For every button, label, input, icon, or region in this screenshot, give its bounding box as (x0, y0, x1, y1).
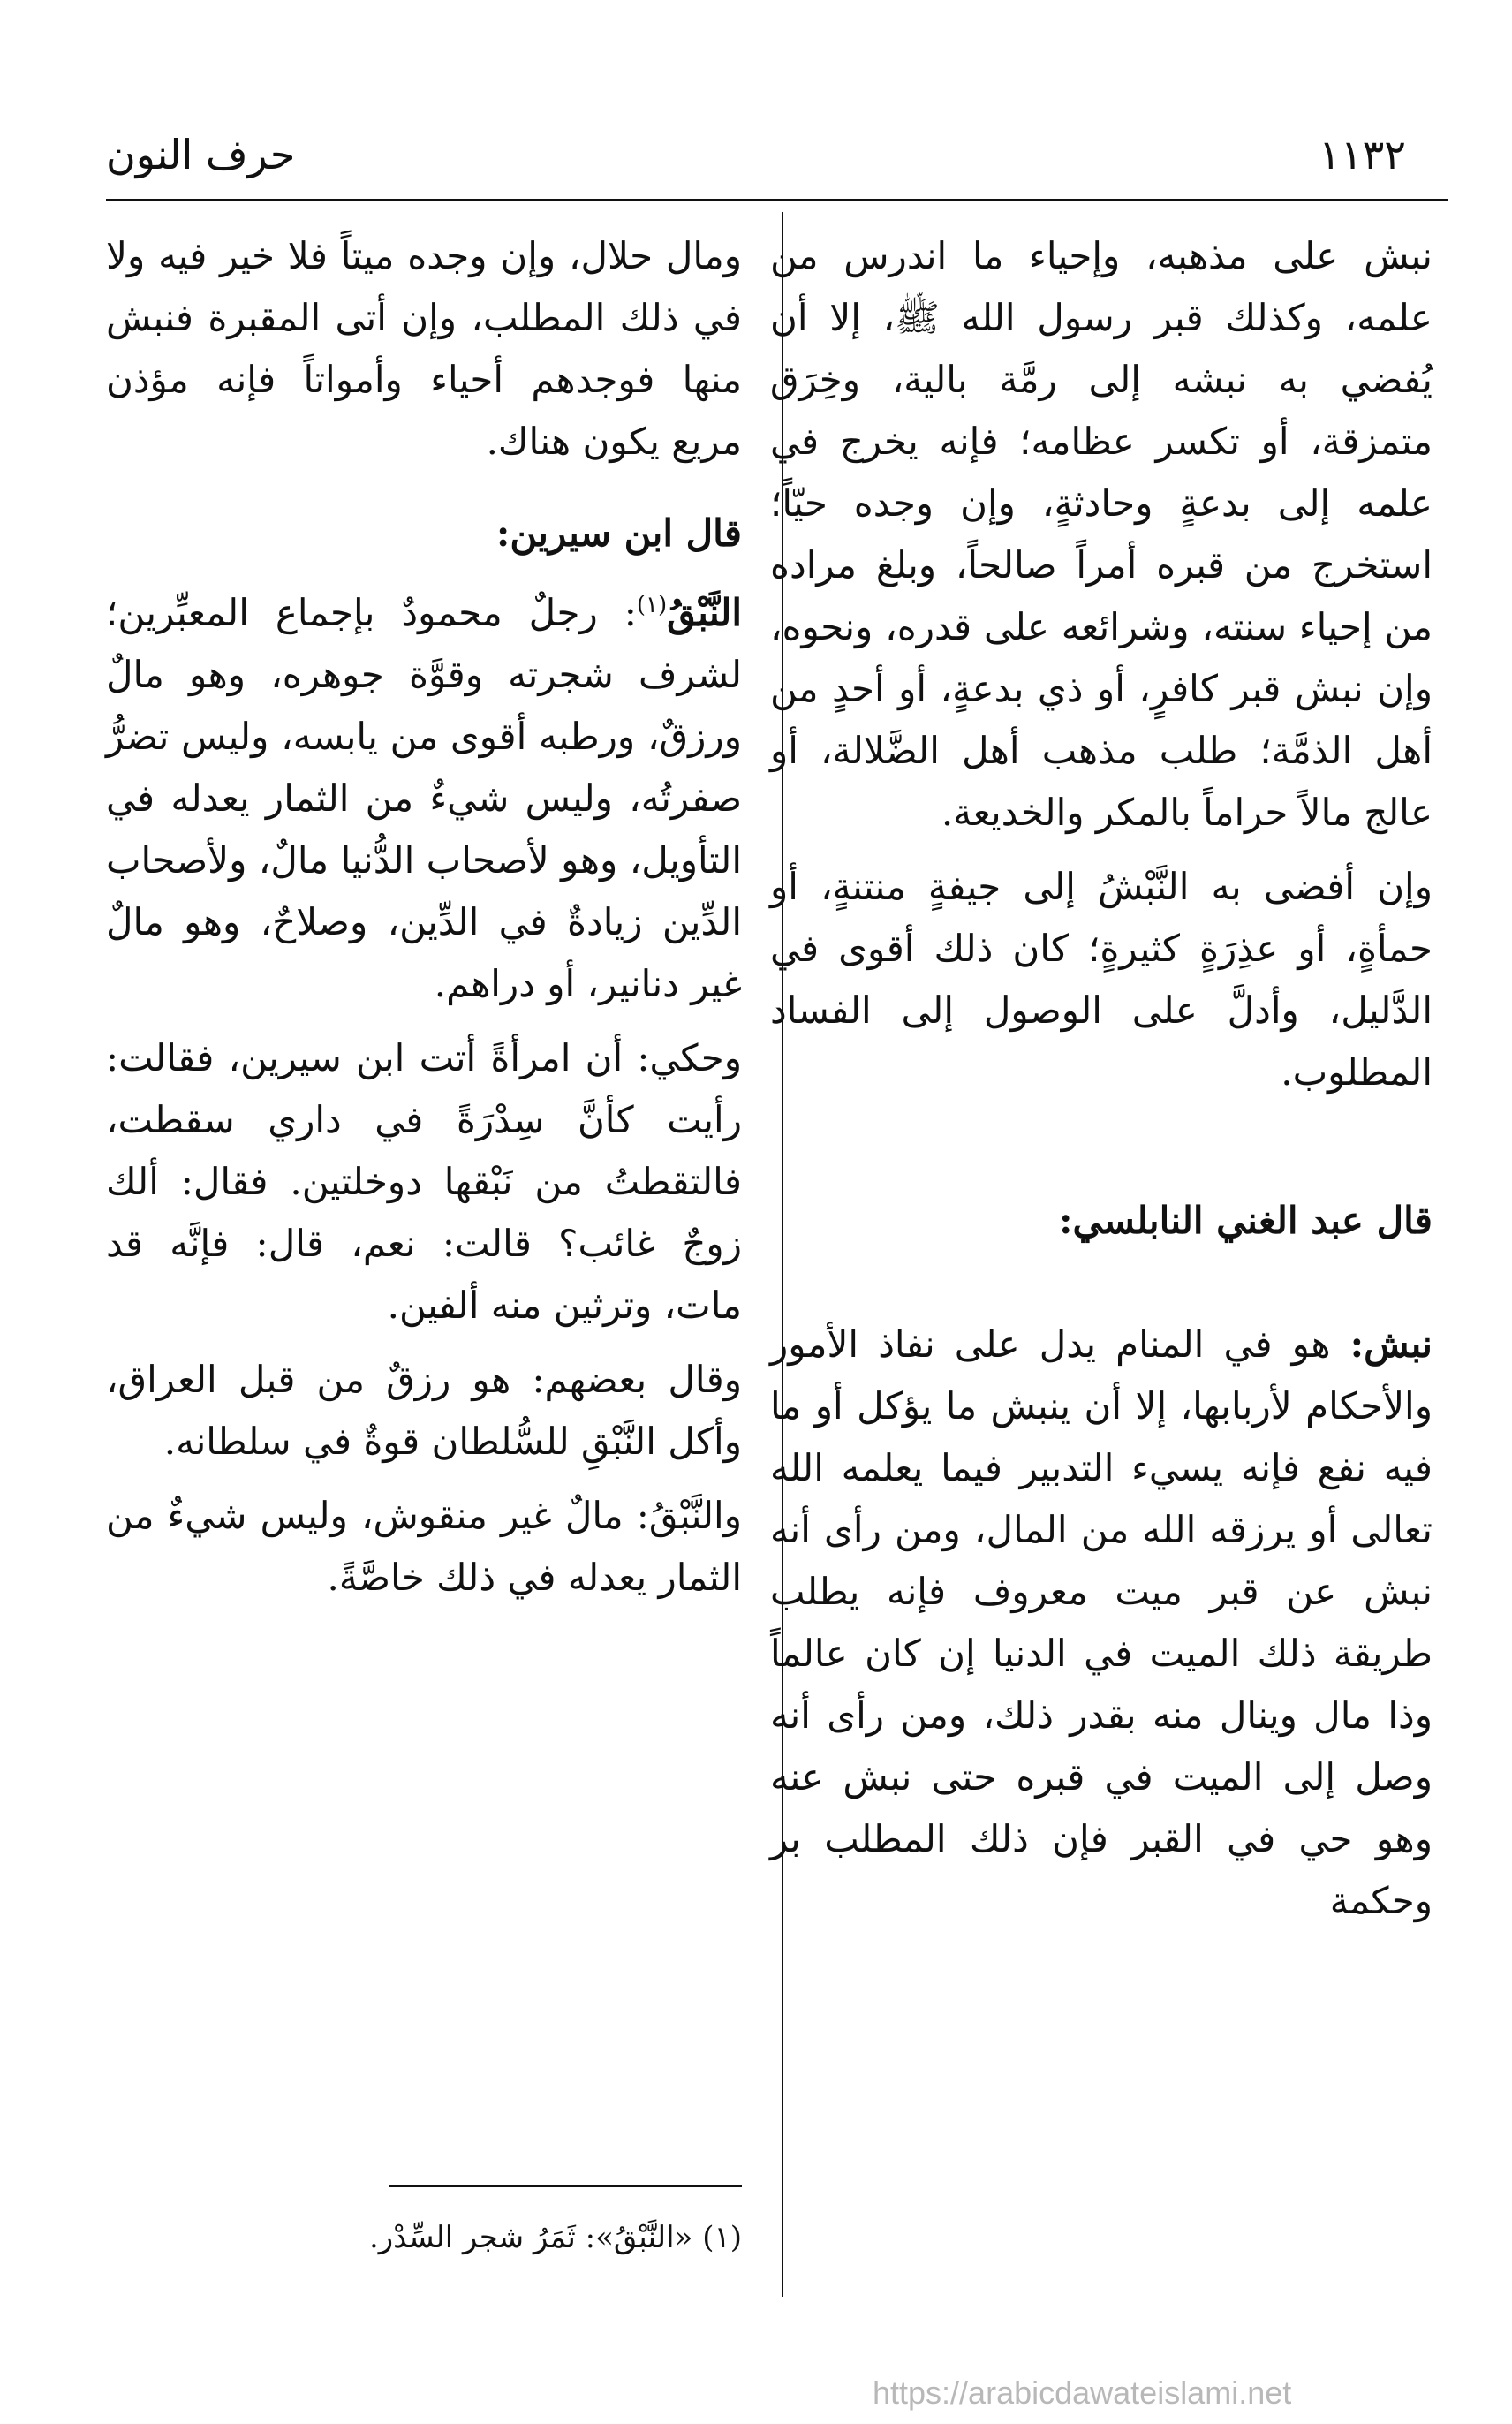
paragraph (106, 582, 742, 1015)
footnote-rule (389, 2185, 742, 2187)
paragraph: والنَّبْقُ: مالٌ غير منقوش، وليس شيءٌ من الثمار يعدله في ذلك خاصَّةً. (106, 1494, 742, 1599)
footnote-text: «النَّبْقُ»: ثَمَرُ شجر السِّدْر. (368, 2220, 693, 2255)
right-column (770, 225, 1433, 1944)
paragraph: وحكي: أن امرأةً أتت ابن سيرين، فقالت: رأيت كأنَّ سِدْرَةً في داري سقطت، فالتقطتُ من نَبْقها دوخلتين. فقال: ألك زوجٌ غائب؟ قالت: نعم، قال: فإنَّه قد مات، وترثين منه ألفين. (106, 1036, 742, 1327)
section-heading: قال عبد الغني النابلسي: (1059, 1199, 1433, 1242)
spacer (770, 1116, 1433, 1160)
footnote (106, 2217, 742, 2258)
section-heading: قال ابن سيرين: (495, 511, 742, 555)
entry-term: النَّبْقُ (667, 591, 742, 634)
paragraph: وإن أفضى به النَّبْشُ إلى جيفةٍ منتنةٍ، أو حمأةٍ، أو عذِرَةٍ كثيرةٍ؛ كان ذلك أقوى في الدَّليل، وأدلَّ على الوصول إلى الفساد المطلوب. (770, 865, 1433, 1094)
running-head: حرف النون (106, 131, 296, 178)
entry-text: : رجلٌ محمودٌ بإجماع المعبِّرين؛ لشرف شجرته وقوَّة جوهره، وهو مالٌ ورزقٌ، ورطبه أقوى من يابسه، وليس تضرُّ صفرتُه، وليس شيءٌ من الثمار يعدله في التأويل، وهو لأصحاب الدُّنيا مالٌ، ولأصحاب الدِّين زيادةٌ في الدِّين، وصلاحٌ، وهو مالٌ غير دنانير، أو دراهم. (106, 591, 742, 1005)
footnote-marker: (١) (636, 592, 668, 618)
paragraph: نبش على مذهبه، وإحياء ما اندرس من علمه، وكذلك قبر رسول الله ﷺ، إلا أن يُفضي به نبشه إلى رمَّة بالية، وخِرَق متمزقة، أو تكسر عظامه؛ فإنه يخرج في علمه إلى بدعةٍ وحادثةٍ، وإن وجده حيّاً؛ استخرج من قبره أمراً صالحاً، وبلغ مراده من إحياء سنته، وشرائعه على قدره، ونحوه، وإن نبش قبر كافرٍ، أو ذي بدعةٍ، أو أحدٍ من أهل الذمَّة؛ طلب مذهب أهل الضَّلالة، أو عالج مالاً حراماً بالمكر والخديعة. (770, 234, 1433, 834)
paragraph (770, 1314, 1433, 1932)
page-number: ١١٣٢ (1319, 131, 1406, 178)
left-column (106, 225, 742, 1621)
watermark-url: https://arabicdawateislami.net (873, 2375, 1292, 2411)
header-rule (106, 199, 1448, 201)
spacer (770, 1269, 1433, 1314)
entry-term: نبش: (1349, 1322, 1433, 1366)
paragraph: وقال بعضهم: هو رزقٌ من قبل العراق، وأكل النَّبْقِ للسُّلطان قوةٌ في سلطانه. (106, 1358, 742, 1463)
entry-text: هو في المنام يدل على نفاذ الأمور والأحكام لأربابها، إلا أن ينبش ما يؤكل أو ما فيه نفع فإنه يسيء التدبير فيما يعلمه الله تعالى أو يرزقه الله من المال، ومن رأى أنه نبش عن قبر ميت معروف فإنه يطلب طريقة ذلك الميت في الدنيا إن كان عالماً وذا مال وينال منه بقدر ذلك، ومن رأى أنه وصل إلى الميت في قبره حتى نبش عنه وهو حي في القبر فإن ذلك المطلب بر وحكمة (770, 1322, 1433, 1922)
footnote-number: (١) (702, 2220, 742, 2255)
paragraph: ومال حلال، وإن وجده ميتاً فلا خير فيه ولا في ذلك المطلب، وإن أتى المقبرة فنبش منها فوجدهم أحياء وأمواتاً فإنه مؤذن مريع يكون هناك. (106, 234, 742, 463)
